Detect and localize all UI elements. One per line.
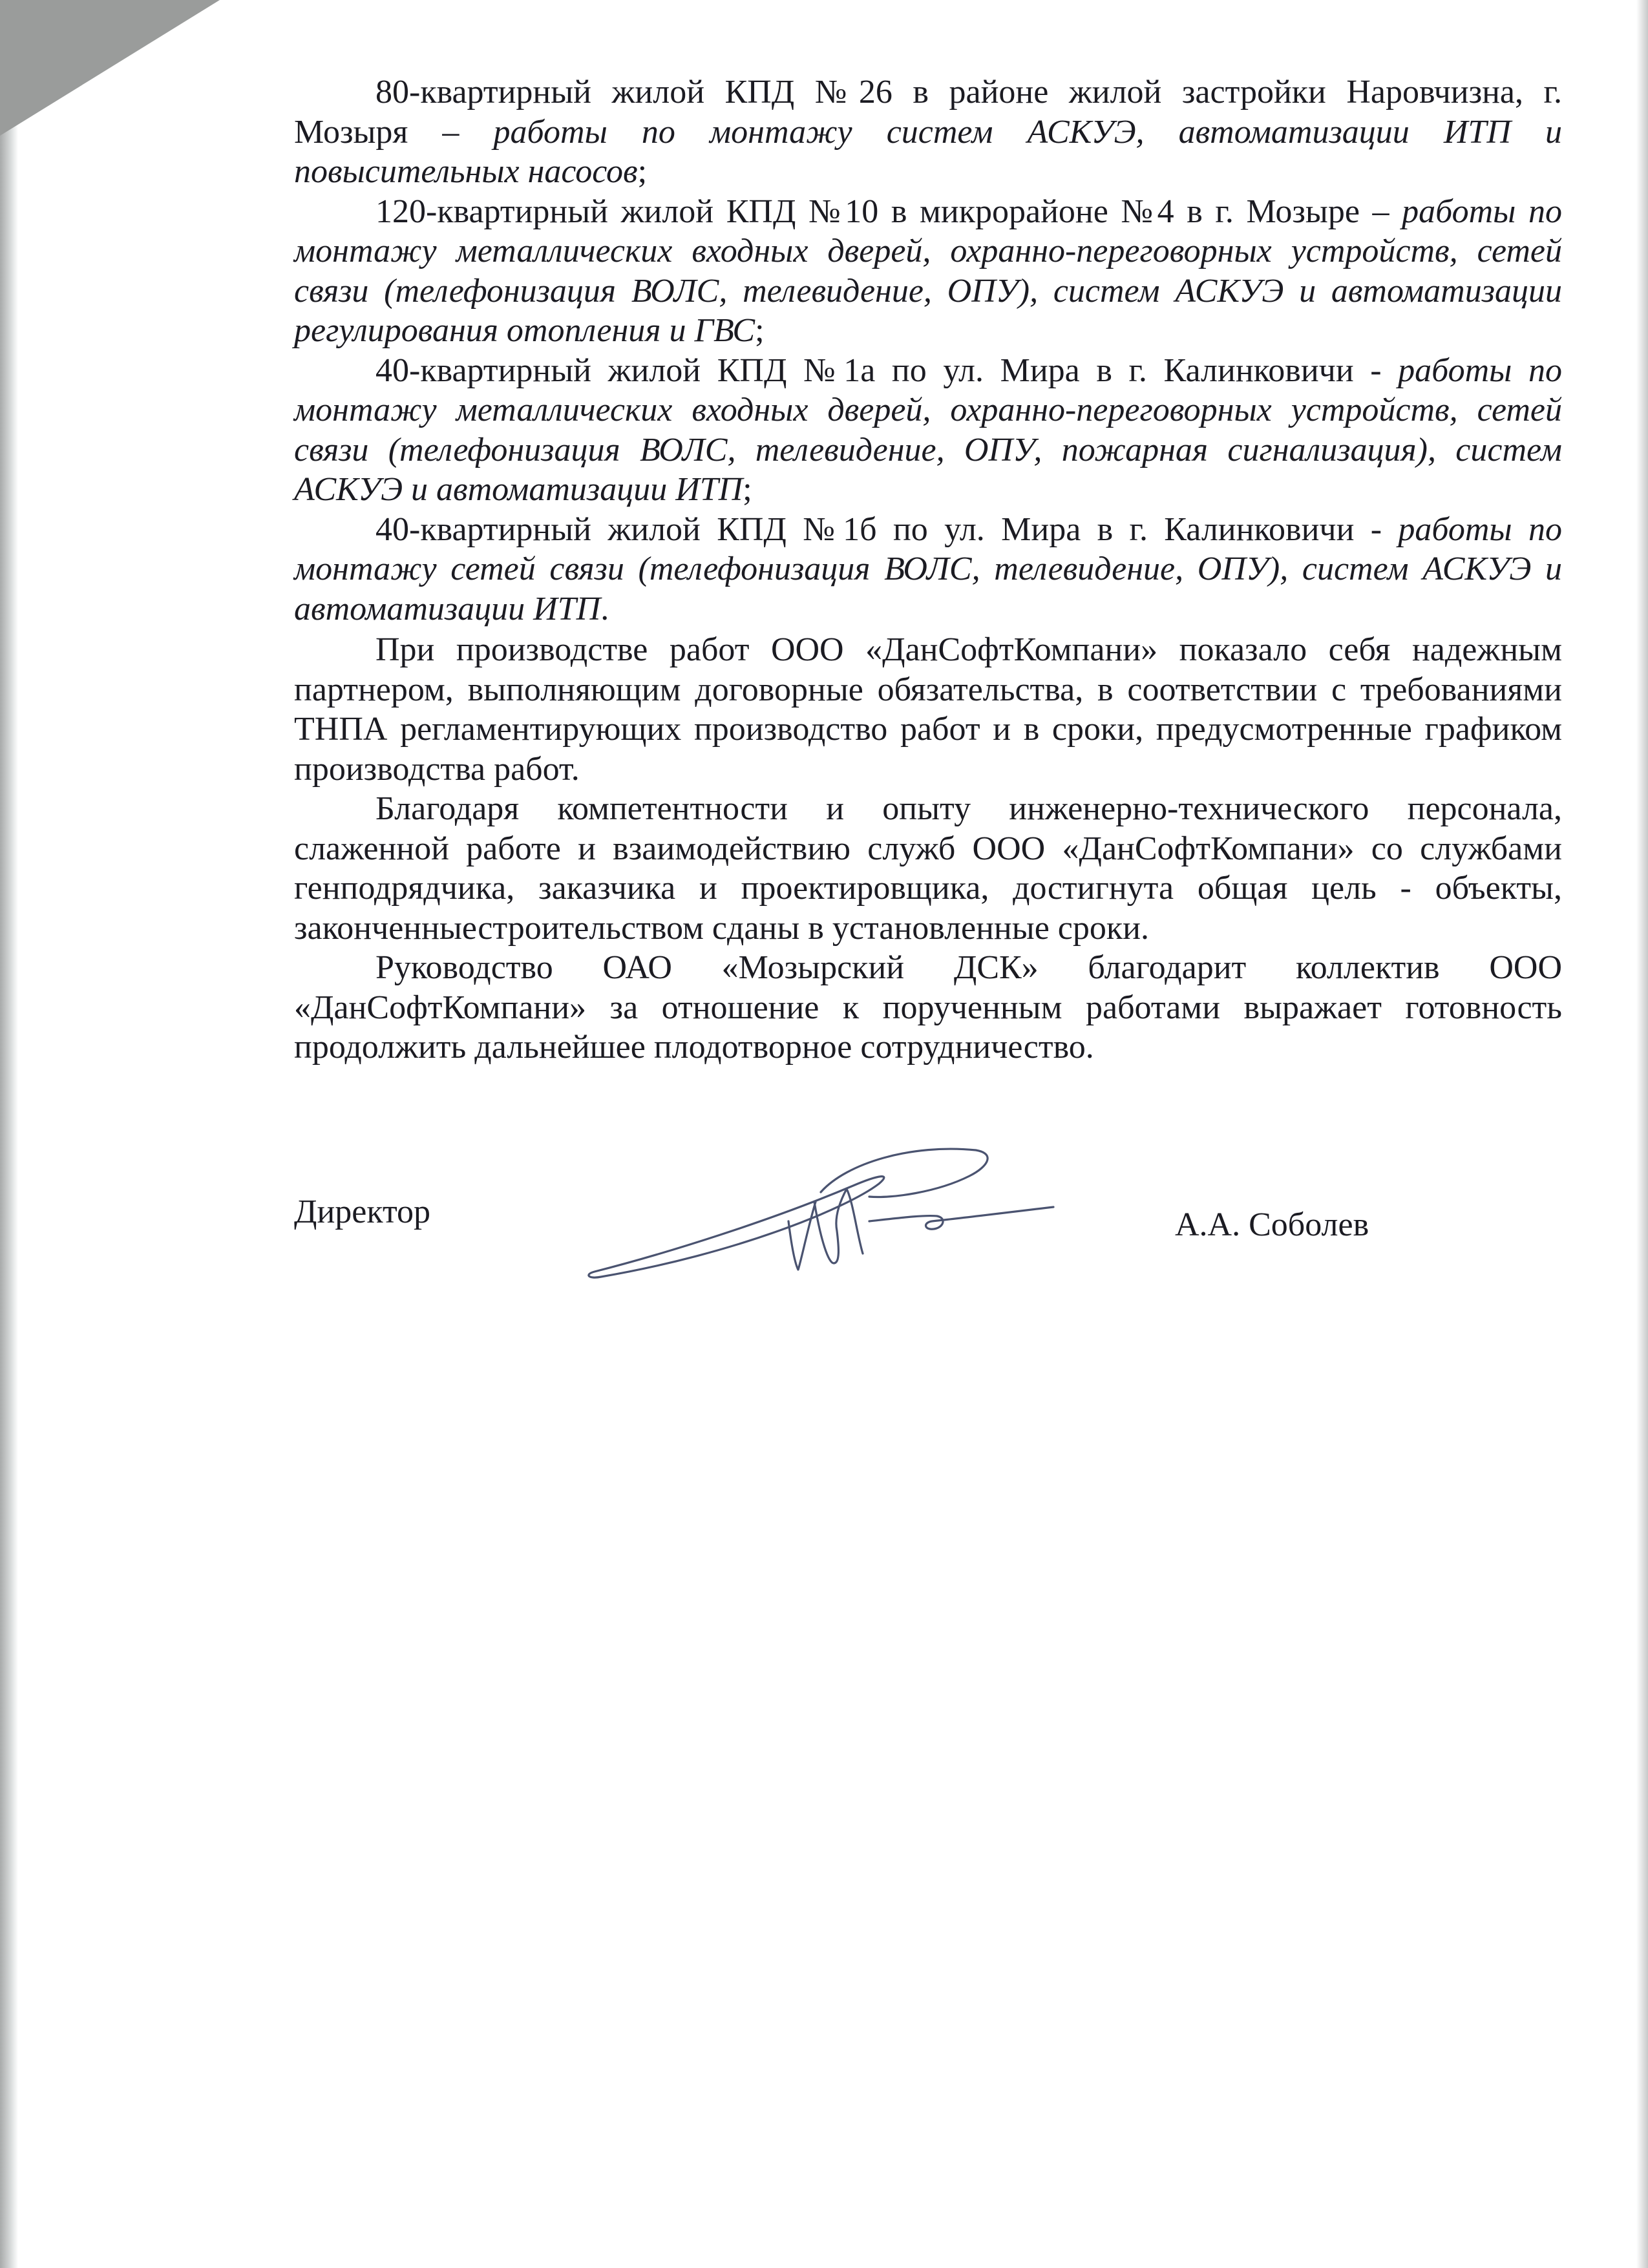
signatory-position: Директор	[294, 1193, 430, 1230]
object-paragraph-4	[294, 510, 1562, 629]
object-3-works: работы по монтажу металлических входных дверей, охранно-переговорных устройств, сетей связи (телефонизация ВОЛС, телевидение, ОПУ, пожарная сигнализация), систем АСКУЭ и автоматизации ИТП	[294, 352, 1562, 508]
letter-body	[294, 72, 1562, 1067]
handwritten-signature	[575, 1124, 1066, 1292]
gratitude-paragraph: Руководство ОАО «Мозырский ДСК» благодарит коллектив ООО «ДанСофтКомпани» за отношение к порученным работами выражает готовность продолжить дальнейшее плодотворное сотрудничество.	[294, 949, 1562, 1066]
object-2-works: работы по монтажу металлических входных дверей, охранно-переговорных устройств, сетей связи (телефонизация ВОЛС, телевидение, ОПУ), систем АСКУЭ и автоматизации регулирования отопления и ГВС	[294, 193, 1562, 349]
object-paragraph-3	[294, 351, 1562, 510]
signatory-name: А.А. Соболев	[1175, 1206, 1369, 1243]
object-3-lead: 40-квартирный жилой КПД №1а по ул. Мира в г. Калинковичи -	[375, 352, 1399, 389]
scan-folded-corner	[0, 0, 220, 136]
object-1-lead: 80-квартирный жилой КПД №26 в районе жилой застройки Наровчизна, г. Мозыря –	[294, 74, 1562, 151]
partner-paragraph: При производстве работ ООО «ДанСофтКомпани» показало себя надежным партнером, выполняющим договорные обязательства, в соответствии с требованиями ТНПА регламентирующих производство работ и в сроки, предусмотренные графиком производства работ.	[294, 631, 1562, 788]
competence-paragraph: Благодаря компетентности и опыту инженерно-технического персонала, слаженной работе и взаимодействию служб ООО «ДанСофтКомпани» со службами генподрядчика, заказчика и проектировщика, достигнута общая цель - объекты, законченныестроительством сданы в установленные сроки.	[294, 790, 1562, 947]
scan-edge-right	[1636, 0, 1648, 2268]
object-2-lead: 120-квартирный жилой КПД №10 в микрорайоне №4 в г. Мозыре –	[375, 193, 1402, 230]
object-paragraph-1	[294, 72, 1562, 192]
object-4-works: работы по монтажу сетей связи (телефонизация ВОЛС, телевидение, ОПУ), систем АСКУЭ и автоматизации ИТП	[294, 510, 1562, 627]
object-4-lead: 40-квартирный жилой КПД №1б по ул. Мира в г. Калинковичи -	[375, 510, 1399, 548]
object-4-tail: .	[600, 590, 609, 627]
object-paragraph-2	[294, 192, 1562, 351]
scan-edge-left	[0, 0, 18, 2268]
object-2-tail: ;	[755, 312, 765, 349]
object-3-tail: ;	[743, 471, 752, 508]
object-1-tail: ;	[637, 153, 648, 190]
object-1-works: работы по монтажу систем АСКУЭ, автоматизации ИТП и повысительных насосов	[294, 113, 1562, 190]
